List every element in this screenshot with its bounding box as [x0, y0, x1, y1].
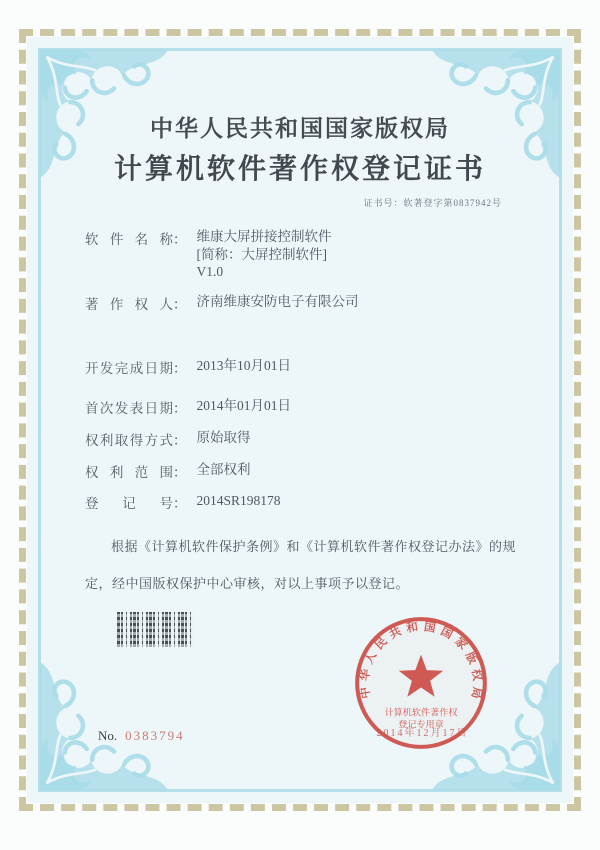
seal-ring-text: 中华人民共和国国家版权局	[358, 620, 484, 700]
field-value: 2013年10月01日	[196, 358, 291, 373]
registration-statement: 根据《计算机软件保护条例》和《计算机软件著作权登记办法》的规定，经中国版权保护中心审核，对以上事项予以登记。	[85, 539, 517, 591]
field-label: 开发完成日期	[85, 361, 173, 376]
seal-inner-text-line2: 登记专用章	[398, 719, 444, 730]
field-software-name	[85, 228, 332, 281]
field-colon: ：	[173, 297, 187, 312]
field-colon: ：	[173, 232, 187, 247]
field-colon: ：	[173, 433, 187, 448]
field-value: 原始取得	[196, 430, 251, 445]
field-colon: ：	[173, 496, 187, 511]
field-dev-complete-date	[85, 357, 291, 377]
field-value: 全部权利	[196, 462, 251, 477]
field-value: 2014年01月01日	[196, 398, 291, 413]
field-registration-number	[85, 492, 281, 512]
field-copyright-owner	[85, 293, 359, 313]
field-value	[197, 228, 332, 281]
software-version-line: V1.0	[196, 264, 224, 279]
field-rights-acquisition	[85, 429, 251, 449]
certificate-title: 计算机软件著作权登记证书	[113, 154, 486, 185]
field-colon: ：	[173, 465, 187, 480]
field-label: 著作权人	[85, 297, 173, 312]
serial-number	[98, 728, 185, 744]
barcode-icon	[117, 612, 194, 647]
field-label: 权利范围	[85, 465, 173, 480]
field-label: 权利取得方式	[85, 433, 173, 448]
serial-number-label: No.	[98, 728, 118, 743]
seal-inner-text-line1: 计算机软件著作权	[384, 707, 458, 718]
issuing-authority-title: 中华人民共和国国家版权局	[150, 116, 450, 141]
field-value: 济南维康安防电子有限公司	[196, 294, 359, 309]
field-colon: ：	[173, 401, 187, 416]
field-first-publish-date	[85, 397, 291, 417]
corner-flourish-icon	[40, 662, 168, 790]
field-value: 2014SR198178	[196, 493, 281, 508]
software-name-line: 维康大屏拼接控制软件	[196, 229, 332, 244]
field-label: 软件名称	[85, 232, 173, 247]
field-label: 登记号	[85, 496, 173, 511]
field-label: 首次发表日期	[85, 401, 173, 416]
serial-number-value: 0383794	[125, 728, 185, 743]
seal-date: 2014年12月17日	[376, 728, 469, 739]
software-short-name-line: [简称：大屏控制软件]	[196, 246, 327, 262]
field-colon: ：	[173, 361, 187, 376]
certificate-number-line: 证书号：软著登字第0837942号	[363, 198, 502, 208]
field-rights-scope	[85, 461, 251, 481]
